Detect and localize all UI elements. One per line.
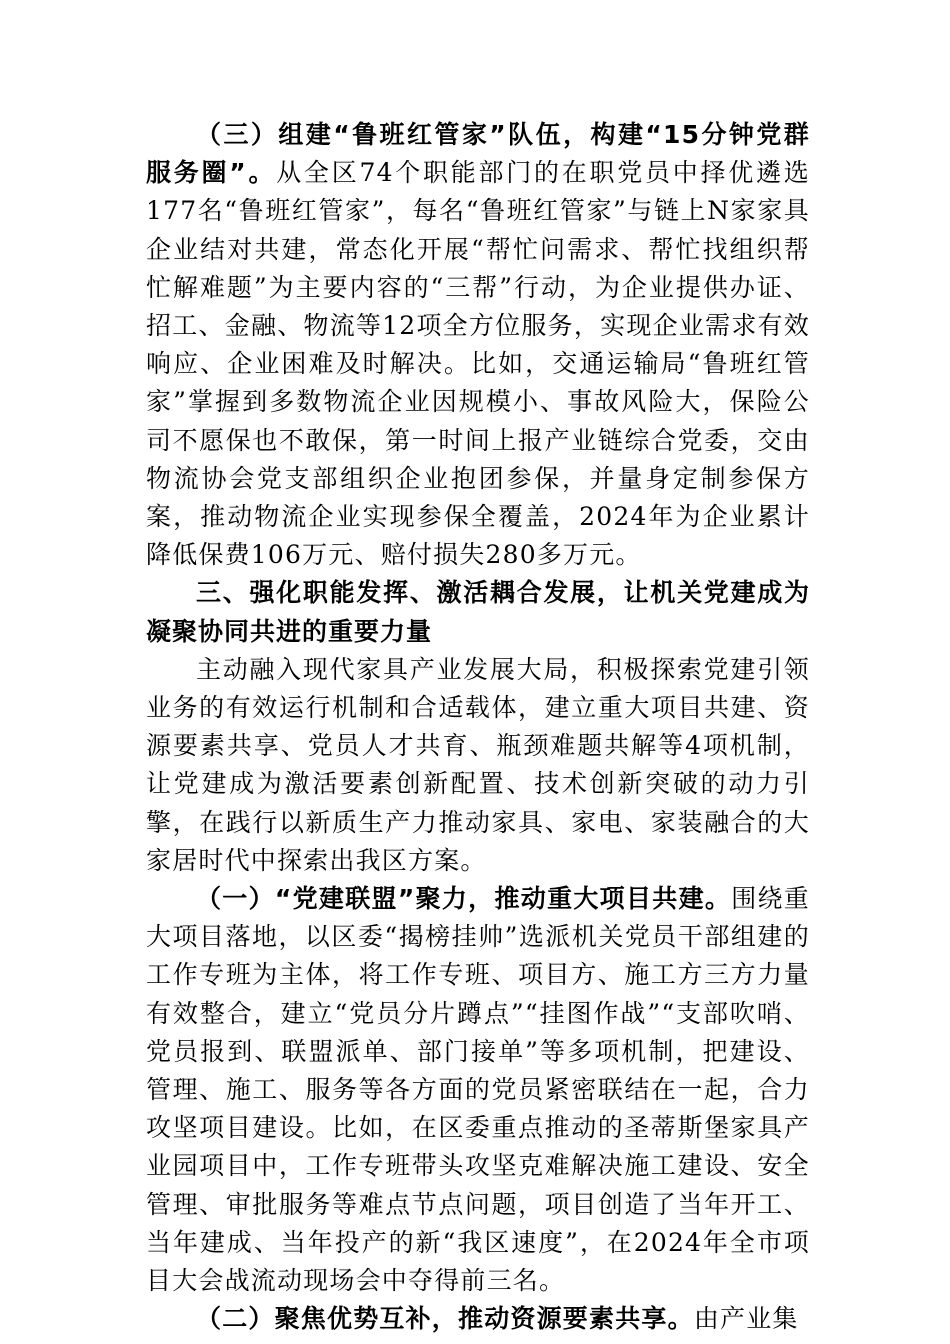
paragraph-lead: （一）“党建联盟”聚力，推动重大项目共建。 [196,884,732,914]
paragraph-body: 从全区74个职能部门的在职党员中择优遴选177名“鲁班红管家”，每名“鲁班红管家”与链上N家家具企业结对共建，常态化开展“帮忙问需求、帮忙找组织帮忙解难题”为主要内容的“三帮”行动，为企业提供办证、招工、金融、物流等12项全方位服务，实现企业需求有效响应、企业困难及时解决。比如，交通运输局“鲁班红管家”掌握到多数物流企业因规模小、事故风险大，保险公司不愿保也不敢保，第一时间上报产业链综合党委，交由物流协会党支部组织企业抱团参保，并量身定制参保方案，推动物流企业实现参保全覆盖，2024年为企业累计降低保费106万元、赔付损失280多万元。 [146,158,810,570]
document-page [146,116,810,1339]
paragraph-section-intro [146,651,810,880]
section-heading-three: 三、强化职能发挥、激活耦合发展，让机关党建成为凝聚协同共进的重要力量 [146,578,810,646]
paragraph-lead: （二）聚焦优势互补，推动资源要素共享。 [196,1304,694,1334]
paragraph-body: 主动融入现代家具产业发展大局，积极探索党建引领业务的有效运行机制和合适载体，建立重大项目共建、资源要素共享、党员人才共育、瓶颈难题共解等4项机制，让党建成为激活要素创新配置、技术创新突破的动力引擎，在践行以新质生产力推动家具、家电、家装融合的大家居时代中探索出我区方案。 [146,654,810,875]
paragraph-resource-sharing [146,1300,810,1338]
paragraph-lead: （三）组建“鲁班红管家”队伍，构建“15分钟党群服务圈”。 [146,120,810,188]
paragraph-body: 由产业集 [693,1304,799,1334]
paragraph-body: 围绕重大项目落地，以区委“揭榜挂帅”选派机关党员干部组建的工作专班为主体，将工作专班、项目方、施工方三方力量有效整合，建立“党员分片蹲点”“挂图作战”“支部吹哨、党员报到、联盟派单、部门接单”等多项机制，把建设、管理、施工、服务等各方面的党员紧密联结在一起，合力攻坚项目建设。比如，在区委重点推动的圣蒂斯堡家具产业园项目中，工作专班带头攻坚克难解决施工建设、安全管理、审批服务等难点节点问题，项目创造了当年开工、当年建成、当年投产的新“我区速度”，在2024年全市项目大会战流动现场会中夺得前三名。 [146,884,810,1296]
paragraph-lubanhongguanjia [146,116,810,574]
paragraph-party-alliance [146,880,810,1300]
